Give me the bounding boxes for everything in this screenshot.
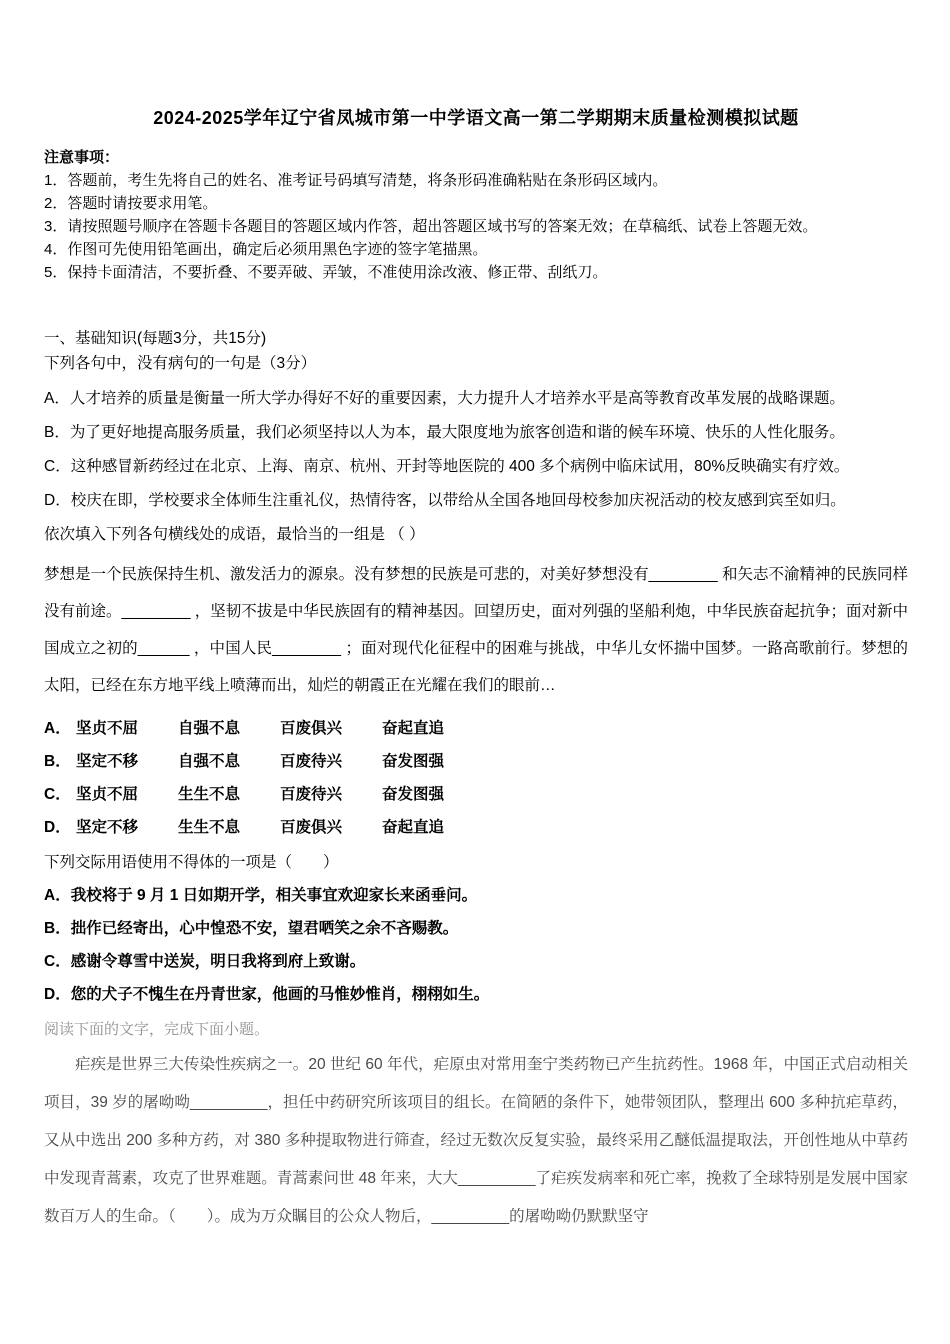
notice-item: 4．作图可先使用铅笔画出，确定后必须用黑色字迹的签字笔描黑。 <box>44 241 488 258</box>
idiom-word: 自强不息 <box>178 720 241 737</box>
idiom-word: 百废待兴 <box>280 753 343 770</box>
q2-option-a <box>44 712 908 745</box>
q3-option-a: A．我校将于 9 月 1 日如期开学，相关事宜欢迎家长来函垂问。 <box>44 887 478 904</box>
q1-option-c: C．这种感冒新药经过在北京、上海、南京、杭州、开封等地医院的 400 多个病例中临床试用，80%反映确实有疗效。 <box>44 458 850 475</box>
idiom-word: 百废俱兴 <box>280 819 343 836</box>
option-letter: C． <box>44 786 71 803</box>
idiom-word: 坚贞不屈 <box>76 786 139 803</box>
idiom-word: 坚贞不屈 <box>76 720 139 737</box>
section-spacer <box>44 284 908 326</box>
q2-passage: 梦想是一个民族保持生机、激发活力的源泉。没有梦想的民族是可悲的，对美好梦想没有________ 和矢志不渝精神的民族同样没有前途。________ ，坚韧不拔是中华民族固有的精神基因。回望历史，面对列强的坚船利炮，中华民族奋起抗争；面对新中国成立之初的______ ，中国人民________ ；面对现代化征程中的困难与挑战，中华儿女怀揣中国梦。一路高歌前行。梦想的太阳，已经在东方地平线上喷薄而出，灿烂的朝霞正在光耀在我们的眼前… <box>44 566 908 694</box>
notice-item: 1．答题前，考生先将自己的姓名、准考证号码填写清楚，将条形码准确粘贴在条形码区域内。 <box>44 172 668 189</box>
q2-option-d <box>44 811 908 844</box>
idiom-word: 奋起直追 <box>382 819 445 836</box>
notice-item: 5．保持卡面清洁，不要折叠、不要弄破、弄皱，不准使用涂改液、修正带、刮纸刀。 <box>44 264 608 281</box>
reading-section <box>44 1013 908 1236</box>
option-letter: B． <box>44 753 71 770</box>
q3-option-b: B．拙作已经寄出，心中惶恐不安，望君哂笑之余不吝赐教。 <box>44 920 459 937</box>
q1-option-b: B．为了更好地提高服务质量，我们必须坚持以人为本，最大限度地为旅客创造和谐的候车环境、快乐的人性化服务。 <box>44 424 845 441</box>
notice-section <box>44 146 908 284</box>
notice-heading: 注意事项： <box>44 149 120 166</box>
q1-option-d: D．校庆在即，学校要求全体师生注重礼仪，热情待客，以带给从全国各地回母校参加庆祝活动的校友感到宾至如归。 <box>44 492 846 509</box>
section-basic-knowledge <box>44 326 908 1011</box>
q1-option-a: A．人才培养的质量是衡量一所大学办得好不好的重要因素，大力提升人才培养水平是高等教育改革发展的战略课题。 <box>44 390 845 407</box>
q3-option-d: D．您的犬子不愧生在丹青世家，他画的马惟妙惟肖，栩栩如生。 <box>44 986 490 1003</box>
idiom-word: 生生不息 <box>178 819 241 836</box>
q3-option-c: C．感谢令尊雪中送炭，明日我将到府上致谢。 <box>44 953 366 970</box>
idiom-word: 奋发图强 <box>382 753 445 770</box>
idiom-word: 奋发图强 <box>382 786 445 803</box>
reading-passage: 疟疾是世界三大传染性疾病之一。20 世纪 60 年代，疟原虫对常用奎宁类药物已产生抗药性。1968 年，中国正式启动相关项目，39 岁的屠呦呦_________，担任中药研究所该项目的组长。在简陋的条件下，她带领团队，整理出 600 多种抗疟草药，又从中选出 200 多种方药，对 380 多种提取物进行筛查，经过无数次反复实验，最终采用乙醚低温提取法，开创性地从中草药中发现青蒿素，攻克了世界难题。青蒿素问世 48 年来，大大_________了疟疾发病率和死亡率，挽救了全球特别是发展中国家数百万人的生命。（ ）。成为万众瞩目的公众人物后，_________的屠呦呦仍默默坚守 <box>44 1056 908 1225</box>
q1-stem: 下列各句中，没有病句的一句是（3分） <box>44 355 317 372</box>
idiom-word: 奋起直追 <box>382 720 445 737</box>
option-letter: A． <box>44 720 71 737</box>
idiom-word: 百废俱兴 <box>280 720 343 737</box>
idiom-word: 自强不息 <box>178 753 241 770</box>
idiom-word: 百废待兴 <box>280 786 343 803</box>
notice-item: 3．请按照题号顺序在答题卡各题目的答题区域内作答，超出答题区域书写的答案无效；在草稿纸、试卷上答题无效。 <box>44 218 818 235</box>
q3-stem: 下列交际用语使用不得体的一项是（ ） <box>44 854 339 871</box>
section-heading: 一、基础知识(每题3分，共15分) <box>44 330 267 347</box>
q2-stem: 依次填入下列各句横线处的成语，最恰当的一组是 （ ） <box>44 526 425 543</box>
reading-intro: 阅读下面的文字，完成下面小题。 <box>44 1021 270 1038</box>
idiom-word: 坚定不移 <box>76 753 139 770</box>
notice-item: 2．答题时请按要求用笔。 <box>44 195 218 212</box>
page-title: 2024-2025学年辽宁省凤城市第一中学语文高一第二学期期末质量检测模拟试题 <box>153 108 799 128</box>
idiom-word: 生生不息 <box>178 786 241 803</box>
q2-option-c <box>44 778 908 811</box>
option-letter: D． <box>44 819 71 836</box>
idiom-word: 坚定不移 <box>76 819 139 836</box>
q2-option-b <box>44 745 908 778</box>
